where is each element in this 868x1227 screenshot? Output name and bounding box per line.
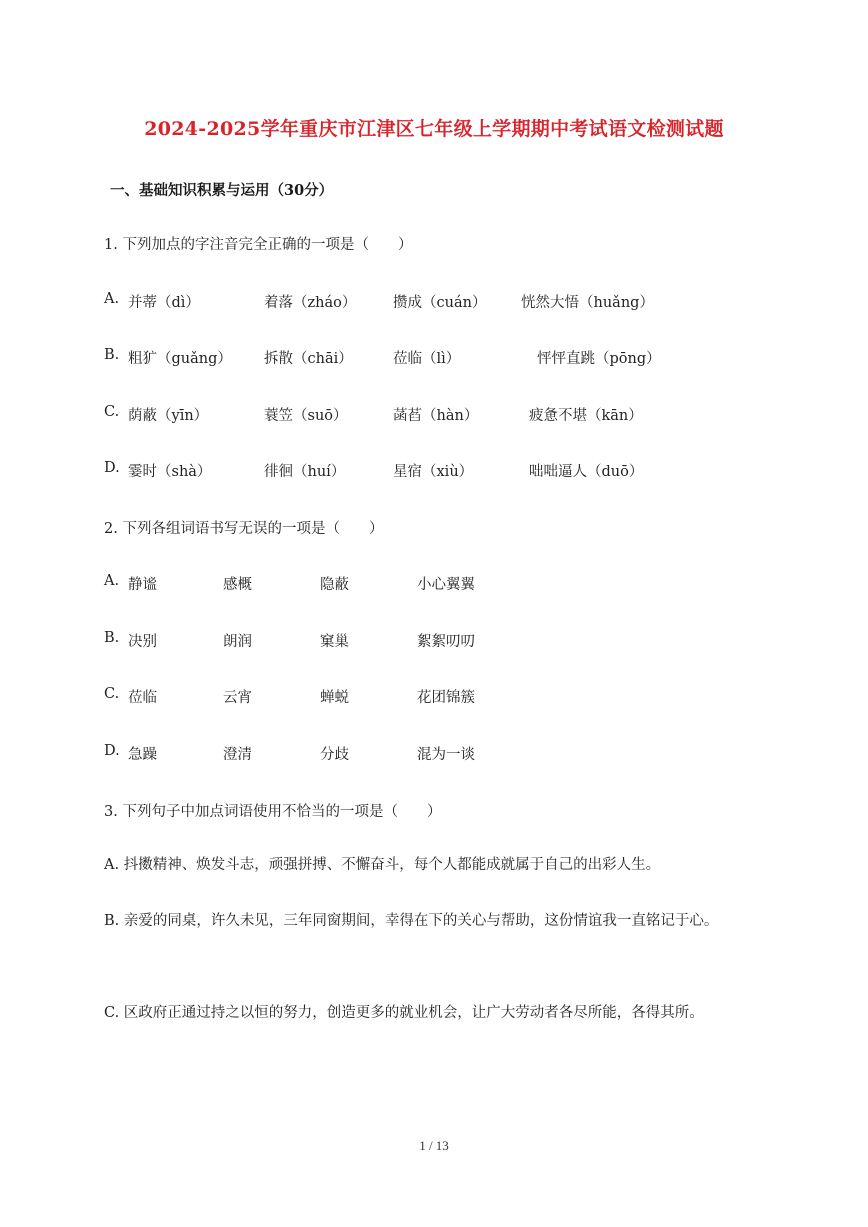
section-heading: 一、基础知识积累与运用（30分） xyxy=(110,182,334,199)
option-item: 怦怦直跳（pōng） xyxy=(537,351,661,367)
question-3-option-b: B. 亲爱的同桌，许久未见，三年同窗期间，幸得在下的关心与帮助，这份情谊我一直铭记于心。 xyxy=(104,913,719,929)
option-letter: C. xyxy=(104,686,120,702)
option-item: 菡萏（hàn） xyxy=(393,408,479,424)
option-item: 霎时（shà） xyxy=(128,464,212,480)
option-item: 急躁 xyxy=(128,747,157,763)
option-item: 蓑笠（suō） xyxy=(264,408,348,424)
page-title: 2024-2025学年重庆市江津区七年级上学期期中考试语文检测试题 xyxy=(144,118,724,140)
question-1-stem: 1. 下列加点的字注音完全正确的一项是（ ） xyxy=(104,237,413,253)
option-item: 决别 xyxy=(128,634,157,650)
option-item: 莅临（lì） xyxy=(393,351,461,367)
option-letter: D. xyxy=(104,743,120,759)
option-letter: B. xyxy=(104,347,120,363)
option-item: 感概 xyxy=(223,577,252,593)
option-item: 花团锦簇 xyxy=(417,690,475,706)
question-2-stem: 2. 下列各组词语书写无误的一项是（ ） xyxy=(104,521,384,537)
option-item: 小心翼翼 xyxy=(417,577,475,593)
question-3-option-c: C. 区政府正通过持之以恒的努力，创造更多的就业机会，让广大劳动者各尽所能，各得其所。 xyxy=(104,1005,704,1021)
option-letter: A. xyxy=(104,291,120,307)
option-letter: B. xyxy=(104,630,120,646)
option-item: 粗犷（guǎng） xyxy=(128,351,232,367)
option-item: 咄咄逼人（duō） xyxy=(529,464,644,480)
option-item: 星宿（xiù） xyxy=(393,464,474,480)
question-1-option-d xyxy=(104,460,784,480)
question-1-option-c xyxy=(104,404,784,424)
option-item: 云宵 xyxy=(223,690,252,706)
option-item: 窠巢 xyxy=(320,634,349,650)
question-2-option-b xyxy=(104,630,784,650)
option-item: 并蒂（dì） xyxy=(128,295,200,311)
option-letter: A. xyxy=(104,573,120,589)
question-1-option-b xyxy=(104,347,784,367)
option-item: 隐蔽 xyxy=(320,577,349,593)
question-1-option-a xyxy=(104,291,784,311)
option-item: 静谧 xyxy=(128,577,157,593)
option-item: 朗润 xyxy=(223,634,252,650)
page-number: 1 / 13 xyxy=(419,1138,449,1153)
question-2-option-d xyxy=(104,743,784,763)
option-item: 拆散（chāi） xyxy=(264,351,353,367)
question-3-stem: 3. 下列句子中加点词语使用不恰当的一项是（ ） xyxy=(104,804,442,820)
option-item: 着落（zháo） xyxy=(264,295,357,311)
option-item: 徘徊（huí） xyxy=(264,464,346,480)
option-item: 恍然大悟（huǎng） xyxy=(521,295,654,311)
option-item: 攒成（cuán） xyxy=(393,295,487,311)
question-3-option-a: A. 抖擞精神、焕发斗志，顽强拼搏、不懈奋斗，每个人都能成就属于自己的出彩人生。 xyxy=(104,857,661,873)
question-2-option-a xyxy=(104,573,784,593)
option-item: 澄清 xyxy=(223,747,252,763)
question-2-option-c xyxy=(104,686,784,706)
option-item: 混为一谈 xyxy=(417,747,475,763)
option-letter: C. xyxy=(104,404,120,420)
option-item: 分歧 xyxy=(320,747,349,763)
option-item: 荫蔽（yīn） xyxy=(128,408,209,424)
option-item: 蝉蜕 xyxy=(320,690,349,706)
option-item: 絮絮叨叨 xyxy=(417,634,475,650)
option-letter: D. xyxy=(104,460,120,476)
option-item: 莅临 xyxy=(128,690,157,706)
option-item: 疲惫不堪（kān） xyxy=(529,408,643,424)
